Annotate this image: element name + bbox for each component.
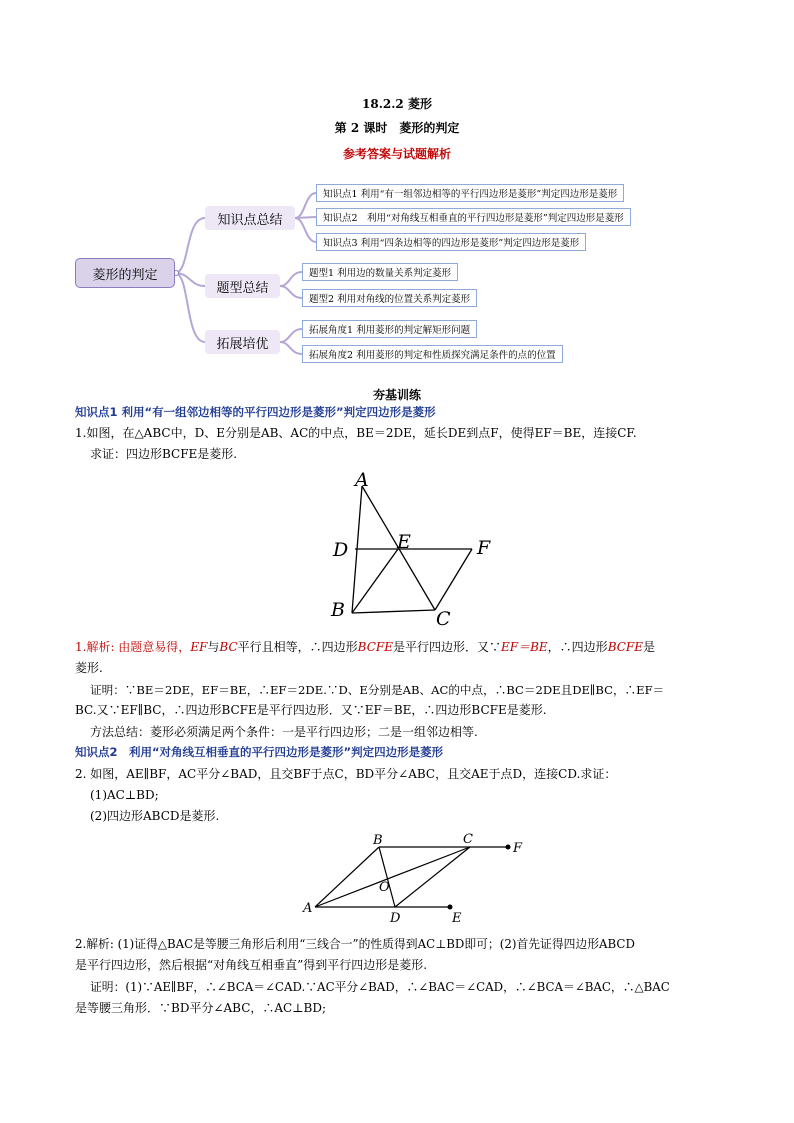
kp2-solution-line2: 是平行四边形，然后根据“对角线互相垂直”得到平行四边形是菱形. (75, 958, 428, 972)
label-F: F (477, 537, 491, 559)
text: 是平行四边形．又∵ (392, 640, 501, 654)
mindmap-leaf: 题型2 利用对角线的位置关系判定菱形 (302, 289, 477, 307)
label-B: B (373, 833, 383, 848)
mindmap-leaf: 题型1 利用边的数量关系判定菱形 (302, 263, 458, 281)
math-expr: BC (219, 640, 238, 654)
text: ，∴四边形 (547, 640, 608, 654)
label-C: C (436, 608, 451, 628)
math-expr: EF＝BE (501, 640, 548, 654)
mindmap-leaf: 知识点2 利用“对角线互相垂直的平行四边形是菱形”判定四边形是菱形 (316, 208, 631, 226)
kp2-question: 2. 如图，AE∥BF，AC平分∠BAD，且交BF于点C，BD平分∠ABC，且交AE于点D，连接CD.求证： (75, 767, 617, 781)
label-D: D (390, 911, 401, 926)
kp2-proof-line1: 证明：(1)∵AE∥BF，∴∠BCA＝∠CAD.∵AC平分∠BAD，∴∠BAC＝∠CAD，∴∠BCA＝∠BAC，∴△BAC (90, 980, 670, 994)
label-D: D (333, 539, 349, 561)
kp2-solution-line1: 2.解析: (1)证得△BAC是等腰三角形后利用“三线合一”的性质得到AC⊥BD即可；(2)首先证得四边形ABCD (75, 937, 635, 951)
math-expr: EF (190, 640, 208, 654)
label-O: O (379, 880, 390, 895)
kp1-question: 1.如图，在△ABC中，D、E分别是AB、AC的中点，BE＝2DE，延长DE到点F，使得EF＝BE，连接CF. (75, 426, 637, 440)
label-E: E (452, 911, 462, 926)
text: 平行且相等，∴四边形 (237, 640, 358, 654)
kp2-question-part1: (1)AC⊥BD; (90, 788, 159, 802)
point-marker (506, 845, 511, 850)
figure-rhombus-abcd (295, 830, 535, 928)
figure-triangle-rhombus (325, 468, 505, 628)
solution-label: 1.解析: 由题意易得， (75, 640, 191, 654)
kp2-proof-line2: 是等腰三角形．∵BD平分∠ABC，∴AC⊥BD; (75, 1001, 326, 1015)
section-title: 18.2.2 菱形 (362, 97, 432, 111)
label-A: A (355, 469, 369, 491)
lesson-title: 第 2 课时 菱形的判定 (334, 121, 460, 135)
kp1-solution-line2: 菱形. (75, 661, 103, 675)
mindmap-root: 菱形的判定 (75, 258, 175, 288)
kp1-question-prove: 求证：四边形BCFE是菱形. (90, 447, 238, 461)
math-expr: BCFE (607, 640, 643, 654)
kp1-proof-line1: 证明：∵BE＝2DE，EF＝BE，∴EF＝2DE.∵D、E分别是AB、AC的中点，∴BC＝2DE且DE∥BC，∴EF＝ (90, 683, 665, 697)
math-expr: BCFE (357, 640, 393, 654)
mindmap-branch-knowledge: 知识点总结 (205, 206, 295, 230)
mindmap-leaf: 拓展角度1 利用菱形的判定解矩形问题 (302, 320, 477, 338)
training-title: 夯基训练 (372, 388, 421, 402)
mindmap-branch-types: 题型总结 (205, 274, 280, 298)
mindmap-leaf: 知识点1 利用“有一组邻边相等的平行四边形是菱形”判定四边形是菱形 (316, 184, 624, 202)
kp2-heading: 知识点2 利用“对角线互相垂直的平行四边形是菱形”判定四边形是菱形 (75, 745, 444, 759)
kp1-proof-line2: BC.又∵EF∥BC，∴四边形BCFE是平行四边形．又∵EF＝BE，∴四边形BCFE是菱形. (75, 703, 547, 717)
answer-subtitle: 参考答案与试题解析 (342, 147, 451, 161)
kp1-method-summary: 方法总结：菱形必须满足两个条件：一是平行四边形；二是一组邻边相等. (90, 725, 478, 739)
label-F: F (513, 841, 523, 856)
point-marker (448, 905, 453, 910)
label-C: C (463, 832, 473, 847)
kp1-heading: 知识点1 利用“有一组邻边相等的平行四边形是菱形”判定四边形是菱形 (75, 405, 436, 419)
mindmap-branch-extension: 拓展培优 (205, 330, 280, 354)
label-B: B (331, 599, 345, 621)
kp2-question-part2: (2)四边形ABCD是菱形. (90, 809, 220, 823)
text: 是 (643, 640, 656, 654)
label-E: E (397, 531, 411, 553)
label-A: A (303, 901, 313, 916)
text: 与 (207, 640, 220, 654)
mindmap-leaf: 拓展角度2 利用菱形的判定和性质探究满足条件的点的位置 (302, 345, 563, 363)
mindmap-leaf: 知识点3 利用“四条边相等的四边形是菱形”判定四边形是菱形 (316, 233, 586, 251)
kp1-solution-line1 (75, 639, 655, 655)
